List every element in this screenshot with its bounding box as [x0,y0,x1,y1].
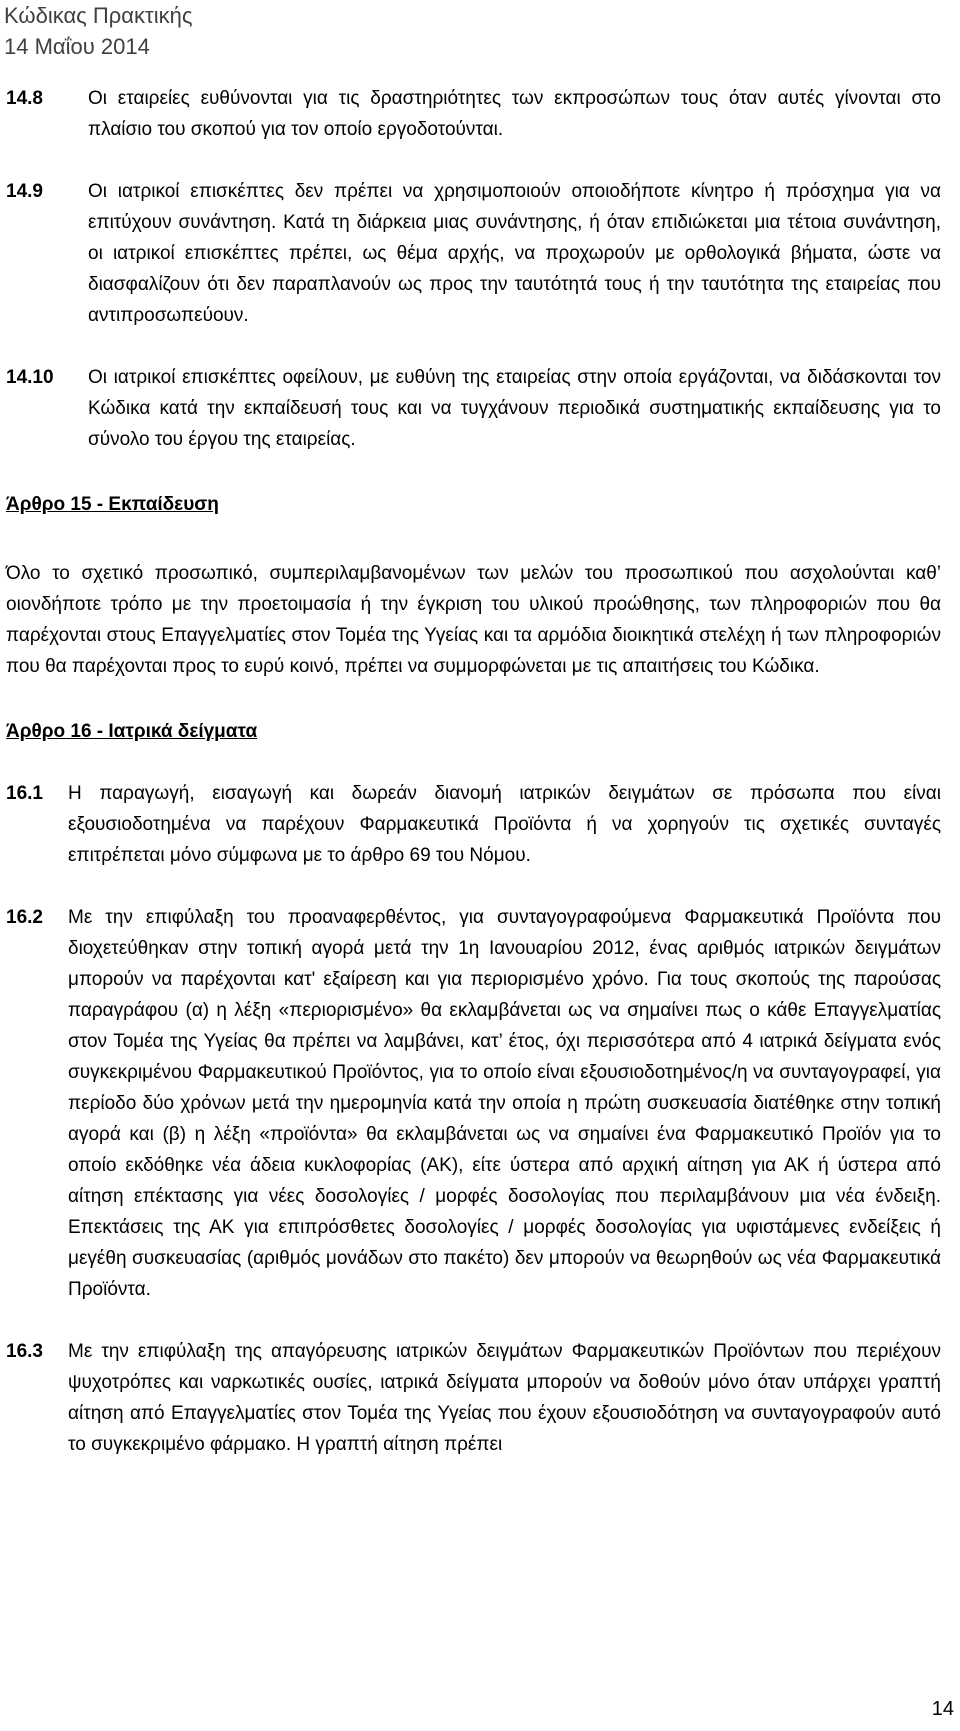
article-15-text: Όλο το σχετικό προσωπικό, συμπεριλαμβανομένων των μελών του προσωπικού που ασχολούνται καθ’ οιονδήποτε τρόπο με την προετοιμασία ή την έγκριση του υλικού προώθησης, των πληροφοριών που θα παρέχονται στους Επαγγελματίες στον Τομέα της Υγείας και τα αρμόδια διοικητικά στελέχη ή των πληροφοριών που θα παρέχονται προς το ευρύ κοινό, πρέπει να συμμορφώνεται με τις απαιτήσεις του Κώδικα. [6,563,941,677]
document-title: Κώδικας Πρακτικής [4,3,193,28]
clause-text: Με την επιφύλαξη της απαγόρευσης ιατρικών δειγμάτων Φαρμακευτικών Προϊόντων που περιέχουν ψυχοτρόπες και ναρκωτικές ουσίες, ιατρικά δείγματα μπορούν να δοθούν μόνο όταν υπάρχει γραπτή αίτηση από Επαγγελματίες στον Τομέα της Υγείας που έχουν εξουσιοδότηση να συνταγογραφούν αυτό το συγκεκριμένο φάρμακο. Η γραπτή αίτηση πρέπει [68,1341,941,1455]
page-header [4,0,192,62]
clause-16-3 [6,1336,941,1460]
article-15-heading: Άρθρο 15 - Εκπαίδευση [6,494,219,515]
clause-text: Οι ιατρικοί επισκέπτες οφείλουν, με ευθύνη της εταιρείας στην οποία εργάζονται, να διδάσκονται τον Κώδικα κατά την εκπαίδευσή τους και να τυγχάνουν περιοδικά συστηματικής εκπαίδευσης για το σύνολο του έργου της εταιρείας. [88,367,941,450]
clause-number: 14.10 [6,367,54,388]
clause-number: 14.9 [6,181,43,202]
document-date: 14 Μαΐου 2014 [4,34,150,59]
clause-number: 16.1 [6,783,43,804]
clause-text: Οι εταιρείες ευθύνονται για τις δραστηριότητες των εκπροσώπων τους όταν αυτές γίνονται στο πλαίσιο του σκοπού για τον οποίο εργοδοτούνται. [88,88,941,140]
clause-text: Με την επιφύλαξη του προαναφερθέντος, για συνταγογραφούμενα Φαρμακευτικά Προϊόντα που διοχετεύθηκαν στην τοπική αγορά μετά την 1η Ιανουαρίου 2012, ένας αριθμός ιατρικών δειγμάτων μπορούν να παρέχονται κατ' εξαίρεση και για περιορισμένο χρόνο. Για τους σκοπούς της παρούσας παραγράφου (α) η λέξη «περιορισμένο» θα εκλαμβάνεται ως να σημαίνει πως ο κάθε Επαγγελματίας στον Τομέα της Υγείας θα πρέπει να λαμβάνει, κατ’ έτος, όχι περισσότερα από 4 ιατρικά δείγματα ενός συγκεκριμένου Φαρμακευτικού Προϊόντος, για το οποίο είναι εξουσιοδοτημένος/η να συνταγογραφεί, για περίοδο δύο χρόνων μετά την ημερομηνία κατά την οποία η πρώτη συσκευασία διατέθηκε στην τοπική αγορά και (β) η λέξη «προϊόντα» θα εκλαμβάνεται ως να σημαίνει ένα Φαρμακευτικό Προϊόν για το οποίο εκδόθηκε νέα άδεια κυκλοφορίας (ΑΚ), είτε ύστερα από αρχική αίτηση για ΑΚ ή ύστερα από αίτηση επέκτασης για νέες δοσολογίες / μορφές δοσολογίας που περιλαμβάνουν μια νέα ένδειξη. Επεκτάσεις της ΑΚ για επιπρόσθετες δοσολογίες / μορφές δοσολογίας για υφιστάμενες ενδείξεις ή μεγέθη συσκευασίας (αριθμός μονάδων στο πακέτο) δεν μπορούν να θεωρηθούν ως νέα Φαρμακευτικά Προϊόντα. [68,907,941,1300]
clause-14-9 [6,176,941,331]
clause-14-8 [6,83,941,145]
clause-number: 14.8 [6,88,43,109]
clause-16-1 [6,778,941,871]
article-16-heading: Άρθρο 16 - Ιατρικά δείγματα [6,721,258,742]
clause-text: Οι ιατρικοί επισκέπτες δεν πρέπει να χρησιμοποιούν οποιοδήποτε κίνητρο ή πρόσχημα για να επιτύχουν συνάντηση. Κατά τη διάρκεια μιας συνάντησης, ή όταν επιδιώκεται μια τέτοια συνάντηση, οι ιατρικοί επισκέπτες πρέπει, ως θέμα αρχής, να προχωρούν με ορθολογικά βήματα, ώστε να διασφαλίζουν ότι δεν παραπλανούν ως προς την ταυτότητά τους ή την ταυτότητα της εταιρείας που αντιπροσωπεύουν. [88,181,941,326]
clause-text: Η παραγωγή, εισαγωγή και δωρεάν διανομή ιατρικών δειγμάτων σε πρόσωπα που είναι εξουσιοδοτημένα να παρέχουν Φαρμακευτικά Προϊόντα ή να χορηγούν τις σχετικές συνταγές επιτρέπεται μόνο σύμφωνα με το άρθρο 69 του Νόμου. [68,783,941,866]
clause-16-2 [6,902,941,1305]
page-number: 14 [931,1698,954,1720]
document-body [6,83,941,1460]
clause-number: 16.2 [6,907,43,928]
clause-number: 16.3 [6,1341,43,1362]
clause-14-10 [6,362,941,455]
